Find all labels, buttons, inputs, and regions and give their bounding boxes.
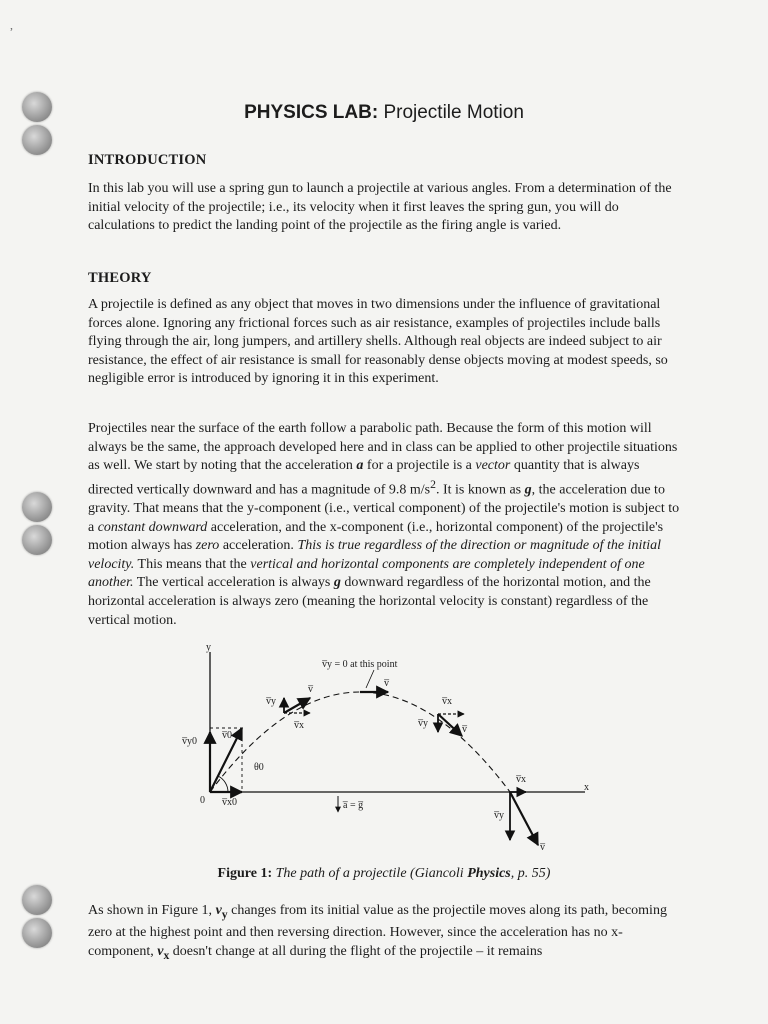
emphasis: vertical and horizontal components are completely independent of one another. [88, 556, 645, 591]
text-run: . It is known as [435, 482, 525, 498]
punch-hole-icon [22, 125, 52, 155]
y-axis-label: y [206, 642, 211, 653]
falling-v-label: v̅ [462, 724, 467, 735]
page-title [0, 102, 768, 124]
text-run: This means that the [134, 556, 251, 572]
text-run: doesn't change at all during the flight of the projectile – it remains [169, 943, 543, 959]
symbol-g: g [333, 575, 341, 591]
rising-vy-label: v̅y [266, 696, 276, 707]
emphasis: This is true regardless of the direction or magnitude of the initial velocity. [88, 538, 662, 572]
title-bold: PHYSICS LAB: [244, 102, 379, 123]
trajectory-path [210, 692, 510, 792]
superscript: 2 [430, 477, 436, 491]
punch-hole-icon [22, 918, 52, 948]
introduction-text: In this lab you will use a spring gun to launch a projectile at various angles. From a determination of the initial velocity of the projectile; i.e., its velocity when it first leaves the spring gun, you will do calculations to predict the landing point of the projectile as the firing angle is varied. [88, 181, 672, 234]
text-run: As shown in Figure 1, [88, 903, 216, 918]
punch-hole-icon [22, 885, 52, 915]
theory-paragraph-1: A projectile is defined as any object that moves in two dimensions under the influence of gravitational forces alone. Ignoring any frictional forces such as air resistance, examples of projectiles include balls flying through the air, long jumpers, and artillery shells. Although real objects are indeed subject to air resistance, the effect of air resistance is small for reasonably dense objects moving at modest speeds, so negligible error is introduced by ignoring it in this experiment. [88, 297, 668, 387]
falling-velocity-arrow [438, 714, 462, 736]
text-run: acceleration. [219, 538, 298, 554]
text-run: quantity that is always directed vertically downward and has a magnitude of 9.8 m/s [88, 458, 640, 498]
emphasis: vector [475, 458, 511, 474]
top-pointer-line [366, 670, 374, 688]
landing-v-label: v̅ [540, 842, 545, 853]
theory-heading: THEORY [88, 270, 152, 286]
punch-hole-icon [22, 492, 52, 522]
text-run: for a projectile is a [363, 458, 476, 474]
text-run: The vertical acceleration is always [133, 575, 334, 591]
rising-vx-label: v̅x [294, 720, 304, 731]
vy0-label: v̅y0 [182, 736, 197, 747]
angle-arc [218, 776, 228, 792]
landing-vy-label: v̅y [494, 810, 504, 821]
text-run: Projectiles near the surface of the earth follow a parabolic path. Because the form of this motion will always be the same, the approach developed here and in class can be applied to other projectile situations as well. We start by noting that the acceleration [88, 421, 678, 474]
theta0-label: θ0 [254, 762, 264, 773]
text-run: acceleration, and the x-component (i.e., horizontal component) of the projectile's motion always has [88, 519, 664, 554]
projectile-path-figure [180, 640, 600, 865]
emphasis: constant downward [97, 519, 208, 535]
text-run: changes from its initial value as the projectile moves along its path, becoming zero at the highest point and then reversing direction. However, since the acceleration has no x-component, [88, 903, 667, 959]
punch-hole-icon [22, 525, 52, 555]
emphasis: zero [195, 538, 220, 554]
theory-paragraph-2 [88, 420, 688, 630]
falling-vx-label: v̅x [442, 696, 452, 707]
introduction-heading: INTRODUCTION [88, 152, 207, 168]
scan-mark: , [10, 18, 13, 32]
symbol-g: g [524, 482, 532, 498]
subscript: x [163, 948, 170, 962]
landing-vx-label: v̅x [516, 774, 526, 785]
acceleration-label: a̅ = g̅ [343, 800, 364, 811]
symbol-a: a [356, 458, 364, 474]
figure-caption [0, 866, 768, 882]
top-v-label: v̅ [384, 678, 389, 689]
top-note-label: v̅y = 0 at this point [322, 659, 398, 670]
caption-page: , p. 55) [510, 866, 551, 881]
vx0-label: v̅x0 [222, 797, 237, 808]
symbol-v: v [215, 903, 222, 918]
subscript: y [221, 907, 228, 921]
closing-paragraph [88, 902, 688, 965]
origin-label: 0 [200, 795, 205, 806]
v0-label: v̅0 [222, 730, 232, 741]
x-axis-label: x [584, 782, 589, 793]
landing-velocity-arrow [510, 792, 538, 845]
falling-vy-label: v̅y [418, 718, 428, 729]
rising-v-label: v̅ [308, 684, 313, 695]
text-run: downward regardless of the horizontal motion, and the horizontal acceleration is always zero (meaning the horizontal velocity is constant) regardless of the vertical motion. [88, 575, 651, 628]
title-rest: Projectile Motion [383, 102, 524, 123]
caption-book-title: Physics [467, 866, 511, 881]
text-run: , the acceleration due to gravity. That means that the y-component (i.e., vertical component) of the projectile's motion is subject to a [88, 482, 680, 535]
symbol-v: v [157, 943, 164, 959]
caption-label: Figure 1: [217, 866, 273, 881]
caption-text: The path of a projectile (Giancoli [275, 866, 464, 881]
